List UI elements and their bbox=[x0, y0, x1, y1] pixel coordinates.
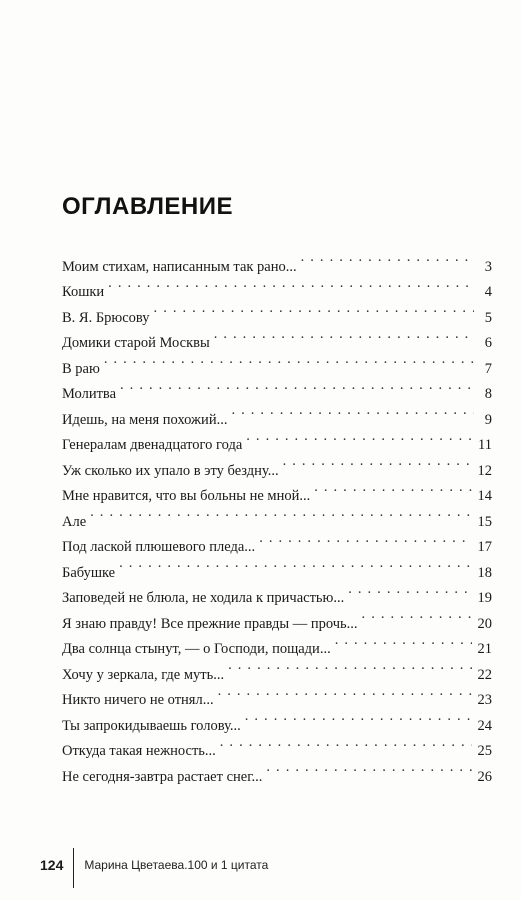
toc-entry-title: Мне нравится, что вы больны не мной... bbox=[62, 488, 311, 504]
toc-entry-page-number: 6 bbox=[484, 335, 492, 351]
toc-entry-page-number: 17 bbox=[477, 539, 492, 555]
toc-entry-title: В. Я. Брюсову bbox=[62, 309, 150, 326]
toc-entry[interactable] bbox=[62, 347, 492, 377]
toc-entry-title: Молитва bbox=[62, 386, 117, 402]
footer-divider bbox=[73, 848, 74, 888]
toc-entry-page-number: 8 bbox=[484, 386, 492, 402]
toc-entry-page-number: 23 bbox=[477, 692, 492, 708]
toc-entry-page-number: 5 bbox=[484, 309, 492, 326]
toc-entry[interactable] bbox=[62, 271, 492, 300]
toc-entry-page-number: 24 bbox=[477, 717, 492, 734]
toc-title: ОГЛАВЛЕНИЕ bbox=[62, 193, 234, 220]
toc-entry[interactable] bbox=[62, 398, 492, 428]
toc-dot-leader bbox=[120, 373, 474, 399]
toc-dot-leader bbox=[154, 296, 474, 322]
toc-dot-leader bbox=[246, 424, 472, 450]
toc-dot-leader bbox=[348, 577, 471, 603]
toc-dot-leader bbox=[283, 449, 472, 475]
toc-dot-leader bbox=[362, 602, 472, 628]
toc-entry-title: Моим стихам, написанным так рано... bbox=[62, 258, 297, 275]
toc-entry-title: Уж сколько их упало в эту бездну... bbox=[62, 462, 279, 479]
toc-entry-page-number: 7 bbox=[484, 360, 492, 377]
toc-dot-leader bbox=[266, 755, 471, 781]
toc-entry[interactable] bbox=[62, 500, 492, 530]
toc-entry-page-number: 4 bbox=[484, 284, 492, 300]
toc-entry[interactable] bbox=[62, 577, 492, 606]
toc-entry-page-number: 3 bbox=[484, 258, 492, 275]
toc-entry[interactable] bbox=[62, 296, 492, 326]
toc-entry-title: Генералам двенадцатого года bbox=[62, 437, 243, 453]
toc-entry-page-number: 20 bbox=[477, 615, 492, 632]
toc-dot-leader bbox=[228, 653, 471, 679]
toc-entry-page-number: 18 bbox=[477, 564, 492, 581]
toc-dot-leader bbox=[231, 398, 474, 424]
toc-entry-page-number: 21 bbox=[477, 641, 492, 657]
toc-dot-leader bbox=[119, 551, 471, 577]
page-footer bbox=[40, 848, 268, 888]
toc-dot-leader bbox=[108, 271, 474, 297]
toc-entry-page-number: 22 bbox=[477, 666, 492, 683]
toc-entry-title: Але bbox=[62, 513, 87, 530]
toc-entry[interactable] bbox=[62, 551, 492, 581]
toc-entry-title: Хочу у зеркала, где муть... bbox=[62, 666, 225, 683]
toc-entry-page-number: 11 bbox=[478, 437, 492, 453]
toc-entry-title: Кошки bbox=[62, 284, 105, 300]
toc-entry-title: Домики старой Москвы bbox=[62, 335, 210, 351]
toc-entry-title: Не сегодня-завтра растает снег... bbox=[62, 768, 263, 785]
toc-entry-page-number: 26 bbox=[477, 768, 492, 785]
toc-dot-leader bbox=[90, 500, 471, 526]
toc-entry-page-number: 15 bbox=[477, 513, 492, 530]
footer-running-title: Марина Цветаева.100 и 1 цитата bbox=[84, 858, 269, 872]
footer-page-number: 124 bbox=[40, 857, 64, 873]
toc-entry[interactable] bbox=[62, 526, 492, 555]
toc-entry[interactable] bbox=[62, 245, 492, 275]
toc-entry-title: Ты запрокидываешь голову... bbox=[62, 717, 241, 734]
toc-entry-title: Бабушке bbox=[62, 564, 116, 581]
toc-entry-page-number: 19 bbox=[477, 590, 492, 606]
toc-dot-leader bbox=[104, 347, 474, 373]
toc-entry-page-number: 9 bbox=[484, 411, 492, 428]
toc-entry-page-number: 12 bbox=[477, 462, 492, 479]
toc-entry-page-number: 25 bbox=[477, 743, 492, 759]
toc-dot-leader bbox=[314, 475, 471, 501]
toc-entry-title: Два солнца стынут, — о Господи, пощади... bbox=[62, 641, 331, 657]
toc-entry-title: В раю bbox=[62, 360, 100, 377]
toc-dot-leader bbox=[245, 704, 472, 730]
toc-dot-leader bbox=[301, 245, 474, 271]
toc-entry-title: Заповедей не блюла, не ходила к причастью... bbox=[62, 590, 345, 606]
toc-dot-leader bbox=[220, 730, 472, 756]
toc-entry-title: Никто ничего не отнял... bbox=[62, 692, 214, 708]
toc-entry-title: Я знаю правду! Все прежние правды — прочь... bbox=[62, 615, 358, 632]
toc-dot-leader bbox=[335, 628, 472, 654]
toc-entry-page-number: 14 bbox=[477, 488, 492, 504]
toc-entry-title: Под лаской плюшевого пледа... bbox=[62, 539, 256, 555]
toc-entry[interactable] bbox=[62, 373, 492, 402]
toc-dot-leader bbox=[214, 322, 474, 348]
toc-list bbox=[62, 245, 492, 785]
toc-entry-title: Откуда такая нежность... bbox=[62, 743, 216, 759]
toc-dot-leader bbox=[218, 679, 472, 705]
toc-dot-leader bbox=[259, 526, 471, 552]
toc-entry-title: Идешь, на меня похожий... bbox=[62, 411, 228, 428]
